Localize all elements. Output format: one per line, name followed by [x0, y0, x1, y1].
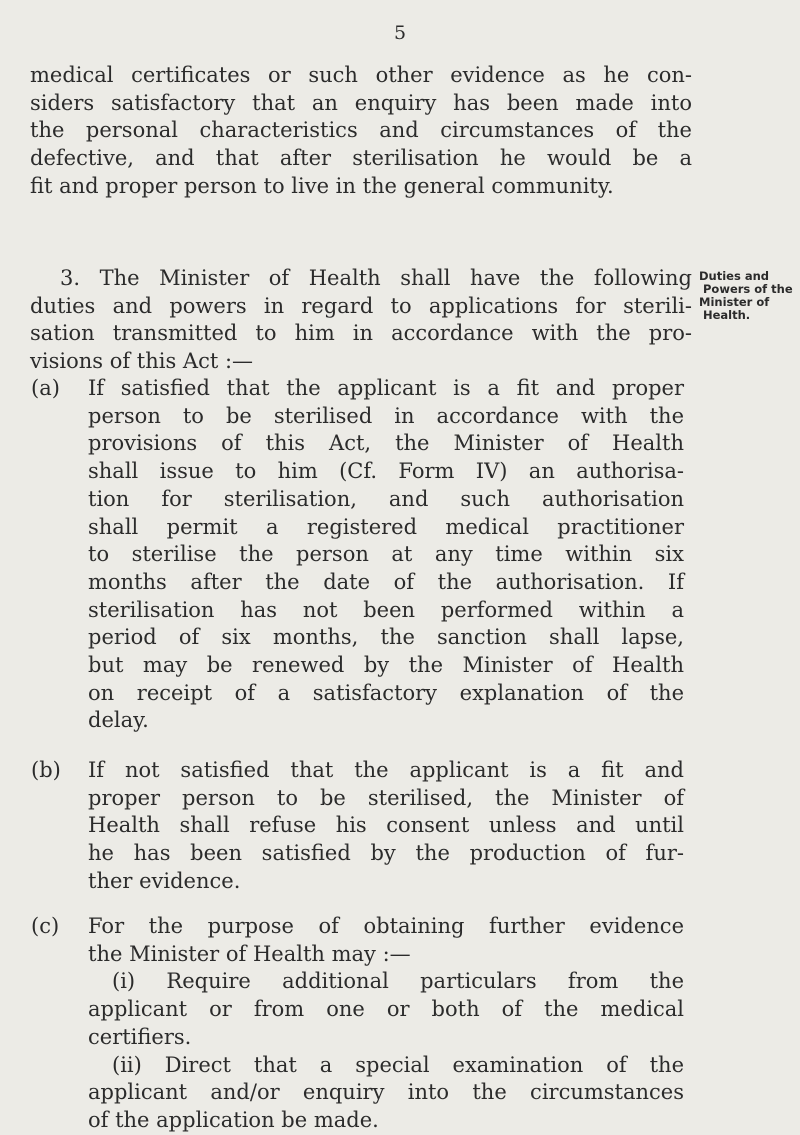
section-3-line: sation transmitted to him in accordance with the pro-	[30, 321, 692, 346]
page-number: 5	[393, 22, 407, 44]
item-line: on receipt of a satisfactory explanation of the	[88, 680, 684, 705]
section-3-paragraph	[30, 293, 692, 376]
item-line: the Minister of Health may :—	[88, 941, 411, 966]
item-a-text	[88, 375, 684, 735]
item-c-marker: (c)	[31, 914, 60, 938]
margin-note-line: Powers of the	[703, 282, 793, 296]
item-line: For the purpose of obtaining further evidence	[88, 914, 684, 938]
item-line: If satisfied that the applicant is a fit and proper	[88, 376, 684, 400]
item-line: but may be renewed by the Minister of Health	[88, 653, 684, 678]
section-3-line: duties and powers in regard to applications for sterili-	[30, 293, 692, 318]
sub-item-line: (ii) Direct that a special examination of the	[112, 1052, 684, 1077]
intro-line: siders satisfactory that an enquiry has been made into	[30, 90, 692, 115]
sub-item-line: applicant or from one or both of the medical	[88, 997, 684, 1022]
intro-line: the personal characteristics and circumstances of the	[30, 118, 692, 143]
section-3-line: 3. The Minister of Health shall have the following	[60, 266, 692, 290]
item-line: delay.	[88, 708, 149, 733]
item-line: sterilisation has not been performed within a	[88, 597, 684, 622]
intro-line: defective, and that after sterilisation he would be a	[30, 146, 692, 171]
sub-item-line: of the application be made.	[88, 1107, 379, 1132]
item-line: If not satisfied that the applicant is a fit and	[88, 758, 684, 782]
item-b-marker: (b)	[31, 758, 61, 782]
item-b-text	[88, 757, 684, 896]
intro-paragraph	[30, 62, 692, 201]
intro-line: medical certificates or such other evidence as he con-	[30, 63, 692, 87]
item-line: Health shall refuse his consent unless and until	[88, 813, 684, 838]
section-3-heading-line	[60, 265, 692, 293]
margin-note-line: Minister of	[699, 295, 770, 309]
item-line: shall issue to him (Cf. Form IV) an authorisa-	[88, 459, 684, 484]
margin-note-line: Duties and	[699, 269, 769, 283]
margin-note-line: Health.	[703, 308, 751, 322]
item-line: months after the date of the authorisation. If	[88, 569, 684, 594]
item-line: person to be sterilised in accordance with the	[88, 403, 684, 428]
section-3-line: visions of this Act :—	[30, 349, 254, 374]
item-line: he has been satisfied by the production of fur-	[88, 841, 684, 866]
sub-item-line: applicant and/or enquiry into the circumstances	[88, 1080, 684, 1105]
item-line: shall permit a registered medical practitioner	[88, 514, 684, 539]
intro-line: fit and proper person to live in the general community.	[30, 173, 614, 198]
item-line: tion for sterilisation, and such authorisation	[88, 486, 684, 511]
item-line: period of six months, the sanction shall lapse,	[88, 625, 684, 650]
item-line: provisions of this Act, the Minister of Health	[88, 431, 684, 456]
item-a-marker: (a)	[31, 376, 60, 400]
sub-item-line: (i) Require additional particulars from the	[112, 969, 684, 994]
item-line: ther evidence.	[88, 868, 241, 893]
sub-item-line: certifiers.	[88, 1024, 192, 1049]
item-line: to sterilise the person at any time within six	[88, 542, 684, 567]
margin-note	[699, 270, 793, 322]
item-c-text	[88, 913, 684, 1135]
item-line: proper person to be sterilised, the Minister of	[88, 785, 684, 810]
